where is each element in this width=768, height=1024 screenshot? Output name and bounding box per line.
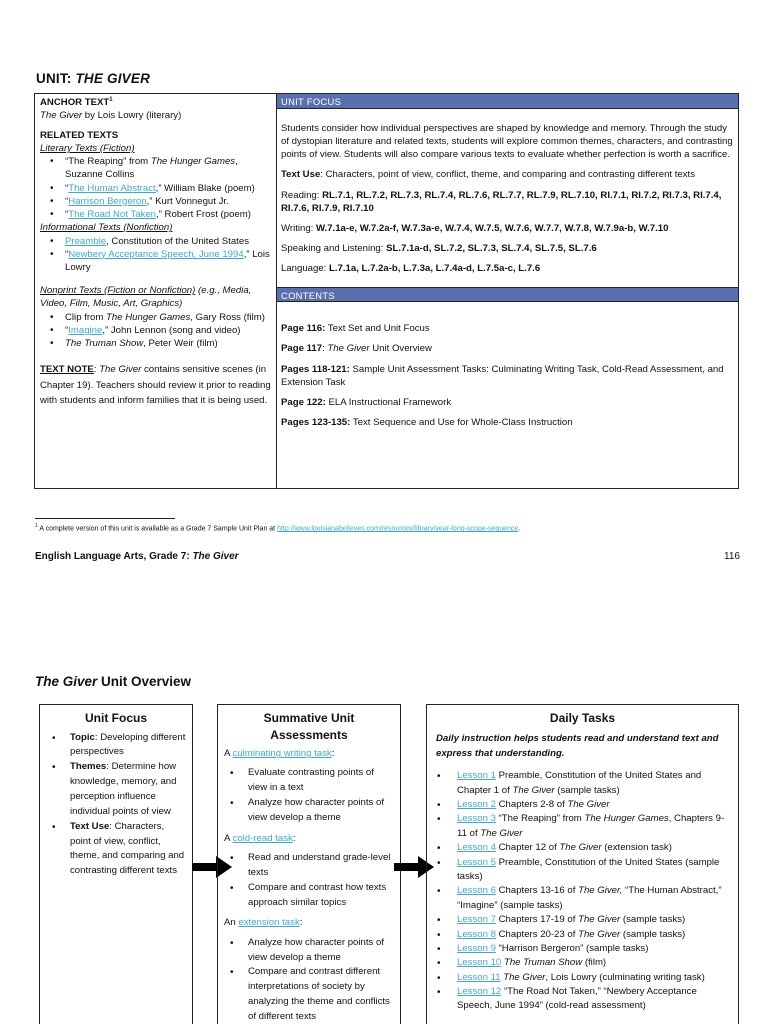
lesson-item: • Lesson 8 Chapters 20-23 of The Giver (sample tasks) xyxy=(433,928,732,942)
daily-tasks-intro: Daily instruction helps students read and understand text and express that understanding. xyxy=(436,732,719,759)
lesson-link[interactable]: Lesson 9 xyxy=(457,942,496,954)
anchor-text: The Giver by Lois Lowry (literary) xyxy=(40,110,182,122)
lesson-link[interactable]: Lesson 5 xyxy=(457,856,496,868)
text-list-item: • “The Human Abstract,” William Blake (poem) xyxy=(40,182,271,195)
lesson-item: • Lesson 3 “The Reaping” from The Hunger Games, Chapters 9-11 of The Giver xyxy=(433,812,732,841)
assessment-item: • Analyze how character points of view develop a theme xyxy=(224,936,394,966)
contents-item: Pages 123-135: Text Sequence and Use for Whole-Class Instruction xyxy=(281,416,573,428)
lesson-link[interactable]: Lesson 12 xyxy=(457,986,502,998)
unit-title: UNIT: THE GIVER xyxy=(36,71,151,86)
assessment-list xyxy=(224,936,394,1024)
text-list-item: • Preamble, Constitution of the United States xyxy=(40,235,271,248)
lesson-item: • Lesson 11 The Giver, Lois Lowry (culminating writing task) xyxy=(433,971,732,985)
text-list-item: • “The Road Not Taken,” Robert Frost (poem) xyxy=(40,208,271,221)
writing-standards: Writing: W.7.1a-e, W.7.2a-f, W.7.3a-e, W.7.4, W.7.5, W.7.6, W.7.7, W.7.8, W.7.9a-b, W.7.10 xyxy=(281,222,669,234)
assessment-heading: A culminating writing task: xyxy=(224,748,335,760)
unit-focus-item: • Text Use: Characters, point of view, conflict, theme, and comparing and contrasting different texts xyxy=(46,820,186,879)
text-set-column xyxy=(35,94,277,488)
text-note: TEXT NOTE: The Giver contains sensitive scenes (in Chapter 19). Teachers should review it prior to reading with students and inform families that it is being used. xyxy=(40,364,271,407)
unit-focus-band: UNIT FOCUS xyxy=(277,94,738,109)
lesson-link[interactable]: Lesson 1 xyxy=(457,770,496,782)
page-number: 116 xyxy=(724,551,740,562)
unit-focus-item: • Topic: Developing different perspectives xyxy=(46,731,186,761)
unit-focus-title: Unit Focus xyxy=(85,711,147,725)
lesson-item: • Lesson 1 Preamble, Constitution of the United States and Chapter 1 of The Giver (sample tasks) xyxy=(433,769,732,798)
text-link[interactable]: Newbery Acceptance Speech, June 1994 xyxy=(68,248,244,260)
assessment-link[interactable]: cold-read task xyxy=(232,832,293,844)
footnote-divider xyxy=(35,518,175,519)
lesson-item: • Lesson 7 Chapters 17-19 of The Giver (sample tasks) xyxy=(433,913,732,927)
text-list-item: • “The Reaping” from The Hunger Games, Suzanne Collins xyxy=(40,155,271,181)
footnote-link[interactable]: http://www.louisianabelieves.com/resources/library/year-long-scope-sequence xyxy=(277,525,519,533)
page-footer: English Language Arts, Grade 7: The Giver xyxy=(35,551,239,562)
unit-focus-item: • Themes: Determine how knowledge, memory, and perception influence individual points of view xyxy=(46,760,186,819)
daily-tasks-title: Daily Tasks xyxy=(549,711,616,725)
assessment-link[interactable]: extension task xyxy=(238,917,300,929)
summative-groups xyxy=(224,747,394,1024)
daily-tasks-box xyxy=(426,704,739,1024)
lesson-link[interactable]: Lesson 11 xyxy=(457,971,501,983)
contents-item: Page 116: Text Set and Unit Focus xyxy=(281,323,430,335)
lesson-item: • Lesson 2 Chapters 2-8 of The Giver xyxy=(433,798,732,812)
informational-texts-heading: Informational Texts (Nonfiction) xyxy=(40,222,173,234)
assessment-heading: An extension task: xyxy=(224,917,303,929)
assessment-item: • Evaluate contrasting points of view in a text xyxy=(224,766,394,796)
lesson-link[interactable]: Lesson 2 xyxy=(457,799,496,811)
unit-focus-box xyxy=(39,704,193,1024)
text-link[interactable]: Imagine xyxy=(68,324,103,336)
assessment-list xyxy=(224,851,394,910)
unit-focus-summary: Students consider how individual perspectives are shaped by knowledge and memory. Through the study of dystopian literature and related texts, students will explore common themes, characters, and contrasting points of view. Students will also compare various texts to evaluate whether perfection is worth a sacrifice. xyxy=(281,123,733,161)
text-list-item: • “Imagine,” John Lennon (song and video) xyxy=(40,324,271,337)
lesson-link[interactable]: Lesson 3 xyxy=(457,813,496,825)
assessment-heading: A cold-read task: xyxy=(224,832,296,844)
contents-item: Page 122: ELA Instructional Framework xyxy=(281,396,452,408)
contents-item: Pages 118-121: Sample Unit Assessment Tasks: Culminating Writing Task, Cold-Read Assessment, and Extension Task xyxy=(281,363,724,388)
daily-lessons-list xyxy=(433,769,732,1014)
lesson-link[interactable]: Lesson 4 xyxy=(457,842,496,854)
reading-standards: Reading: RL.7.1, RL.7.2, RL.7.3, RL.7.4, RL.7.6, RL.7.7, RL.7.9, RL.7.10, RI.7.1, RI.7.2, RI.7.3, RI.7.4, RI.7.6, RI.7.9, RI.7.10 xyxy=(281,189,722,214)
nonprint-texts-list xyxy=(40,311,271,351)
unit-focus-list xyxy=(46,731,186,880)
lesson-item: • Lesson 9 “Harrison Bergeron” (sample tasks) xyxy=(433,942,732,956)
unit-table xyxy=(34,93,739,489)
literary-texts-list xyxy=(40,155,271,221)
lesson-link[interactable]: Lesson 8 xyxy=(457,928,496,940)
unit-focus-column xyxy=(277,94,738,488)
text-list-item: • “Harrison Bergeron,” Kurt Vonnegut Jr. xyxy=(40,195,271,208)
text-link[interactable]: The Road Not Taken xyxy=(68,209,157,221)
literary-texts-heading: Literary Texts (Fiction) xyxy=(40,142,135,154)
lesson-item: • Lesson 5 Preamble, Constitution of the United States (sample tasks) xyxy=(433,856,732,885)
lesson-item: • Lesson 6 Chapters 13-16 of The Giver, “The Human Abstract,” “Imagine” (sample tasks) xyxy=(433,884,732,913)
lesson-link[interactable]: Lesson 7 xyxy=(457,914,496,926)
lesson-item: • Lesson 10 The Truman Show (film) xyxy=(433,956,732,970)
text-link[interactable]: The Human Abstract xyxy=(68,182,156,194)
assessment-link[interactable]: culminating writing task xyxy=(232,748,332,760)
text-link[interactable]: Harrison Bergeron xyxy=(68,195,147,207)
text-use: Text Use: Characters, point of view, conflict, theme, and comparing and contrasting different texts xyxy=(281,169,695,181)
language-standards: Language: L.7.1a, L.7.2a-b, L.7.3a, L.7.4a-d, L.7.5a-c, L.7.6 xyxy=(281,263,541,275)
speaking-listening-standards: Speaking and Listening: SL.7.1a-d, SL.7.2, SL.7.3, SL.7.4, SL.7.5, SL.7.6 xyxy=(281,242,597,254)
overview-title: The Giver Unit Overview xyxy=(35,674,192,689)
assessment-list xyxy=(224,766,394,825)
informational-texts-list xyxy=(40,235,271,275)
assessment-item: • Compare and contrast how texts approach similar topics xyxy=(224,881,394,911)
anchor-text-heading: ANCHOR TEXT$^1$ xyxy=(40,97,113,109)
lesson-item: • Lesson 4 Chapter 12 of The Giver (extension task) xyxy=(433,841,732,855)
summative-assessments-title: Summative Unit Assessments xyxy=(263,711,355,742)
footnote: $^1$ A complete version of this unit is available as a Grade 7 Sample Unit Plan at http://www.louisianabelieves.com/resources/library/year-long-scope-sequence. xyxy=(35,523,521,533)
summative-assessments-box xyxy=(217,704,401,1024)
assessment-item: • Read and understand grade-level texts xyxy=(224,851,394,881)
nonprint-texts-heading: Nonprint Texts (Fiction or Nonfiction) (e.g., Media, Video, Film, Music, Art, Graphics) xyxy=(40,285,252,310)
text-list-item: • Clip from The Hunger Games, Gary Ross (film) xyxy=(40,311,271,324)
assessment-item: • Analyze how character points of view develop a theme xyxy=(224,796,394,826)
text-list-item: • “Newbery Acceptance Speech, June 1994,” Lois Lowry xyxy=(40,248,271,274)
lesson-link[interactable]: Lesson 6 xyxy=(457,885,496,897)
lesson-item: • Lesson 12 “The Road Not Taken,” “Newbery Acceptance Speech, June 1994” (cold-read assessment) xyxy=(433,985,732,1014)
contents-band: CONTENTS xyxy=(277,287,738,302)
text-list-item: • The Truman Show, Peter Weir (film) xyxy=(40,337,271,350)
contents-item: Page 117: The Giver Unit Overview xyxy=(281,343,432,355)
contents-list xyxy=(277,322,738,429)
related-texts-heading: RELATED TEXTS xyxy=(40,129,119,141)
assessment-item: • Compare and contrast different interpretations of society by analyzing the theme and conflicts of different texts xyxy=(224,965,394,1024)
text-link[interactable]: Preamble xyxy=(65,235,107,247)
lesson-link[interactable]: Lesson 10 xyxy=(457,957,502,969)
